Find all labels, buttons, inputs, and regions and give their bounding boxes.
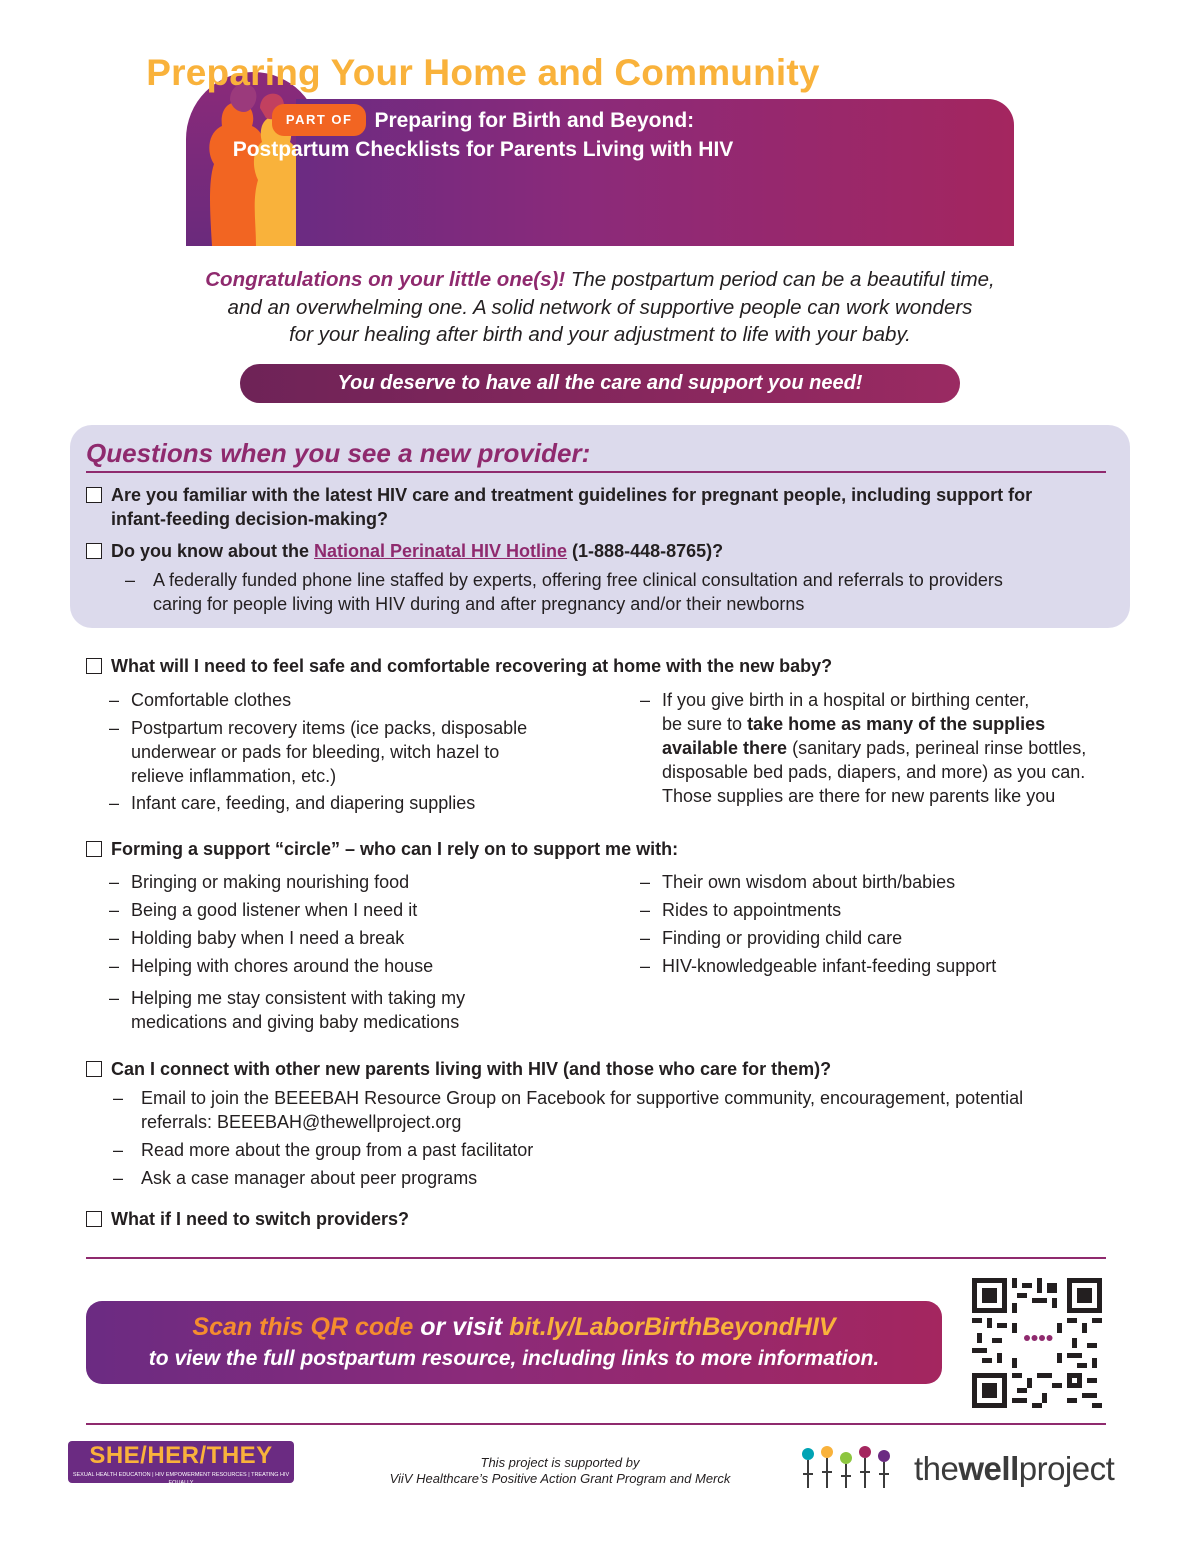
intro-text-1: The postpartum period can be a beautiful time, bbox=[565, 268, 995, 291]
people-dots-icon bbox=[800, 1444, 894, 1492]
list-item: – Rides to appointments bbox=[640, 898, 1120, 922]
wp-the: the bbox=[914, 1450, 959, 1487]
funding-line1: This project is supported by bbox=[480, 1455, 640, 1470]
cta-banner bbox=[86, 1301, 942, 1384]
subtitle-line2: Postpartum Checklists for Parents Living with HIV bbox=[232, 138, 734, 161]
list-item: – Their own wisdom about birth/babies bbox=[640, 870, 1120, 894]
hotline-detail-line2: caring for people living with HIV during and after pregnancy and/or their newborns bbox=[153, 594, 805, 614]
hotline-link[interactable]: National Perinatal HIV Hotline bbox=[314, 541, 568, 561]
list-item bbox=[109, 716, 589, 788]
list-item-email bbox=[101, 1086, 1111, 1134]
list-item bbox=[109, 986, 569, 1034]
care-support-banner: You deserve to have all the care and support you need! bbox=[240, 364, 960, 403]
question-home: What will I need to feel safe and comfortable recovering at home with the new baby? bbox=[111, 656, 833, 676]
list-item-line: relieve inflammation, etc.) bbox=[131, 766, 337, 786]
question-hotline bbox=[111, 539, 1111, 563]
list-item-line: Postpartum recovery items (ice packs, disposable bbox=[131, 718, 528, 738]
section-divider bbox=[86, 1257, 1106, 1259]
checkbox-icon[interactable] bbox=[86, 487, 102, 503]
section-divider bbox=[86, 1423, 1106, 1425]
intro-paragraph bbox=[150, 266, 1050, 349]
list-item: – Comfortable clothes bbox=[109, 688, 569, 712]
list-item-line: (sanitary pads, perineal rinse bottles, bbox=[787, 738, 1087, 758]
list-item-line: referrals: BEEEBAH@thewellproject.org bbox=[141, 1112, 462, 1132]
she-logo-text: SHE/HER/THEY bbox=[89, 1442, 273, 1469]
list-item: – Holding baby when I need a break bbox=[109, 926, 569, 950]
hotline-detail bbox=[113, 568, 1113, 616]
checkbox-icon[interactable] bbox=[86, 658, 102, 674]
she-logo-tagline: SEXUAL HEALTH EDUCATION | HIV EMPOWERMENT RESOURCES | TREATING HIV EQUALLY bbox=[72, 1472, 290, 1486]
hotline-detail-line1: A federally funded phone line staffed by experts, offering free clinical consultation and referrals to providers bbox=[153, 570, 1003, 590]
well-project-logo bbox=[914, 1450, 1114, 1488]
page-title: Preparing Your Home and Community bbox=[146, 52, 820, 93]
cta-line2: to view the full postpartum resource, including links to more information. bbox=[148, 1347, 880, 1370]
list-item-line: Email to join the BEEEBAH Resource Group on Facebook for supportive community, encouragement, potential bbox=[141, 1088, 1024, 1108]
provider-section-title: Questions when you see a new provider: bbox=[86, 438, 591, 468]
wp-well: well bbox=[958, 1450, 1019, 1487]
list-item: – Bringing or making nourishing food bbox=[109, 870, 569, 894]
list-item: – Ask a case manager about peer programs bbox=[101, 1166, 1001, 1190]
question-support-circle: Forming a support “circle” – who can I rely on to support me with: bbox=[111, 839, 679, 859]
part-of-badge: PART OF bbox=[272, 104, 367, 136]
funding-statement bbox=[340, 1455, 780, 1487]
intro-lead: Congratulations on your little one(s)! bbox=[205, 268, 566, 291]
cta-line1 bbox=[86, 1313, 942, 1342]
list-item-line: Those supplies are there for new parents like you bbox=[662, 786, 1056, 806]
list-item-hospital-supplies bbox=[640, 688, 1140, 808]
list-item: – Infant care, feeding, and diapering supplies bbox=[109, 791, 569, 815]
cta-scan-text: Scan this QR code bbox=[192, 1313, 414, 1341]
question-hotline-suffix: (1-888-448-8765)? bbox=[567, 541, 724, 561]
list-item-line: Helping me stay consistent with taking my bbox=[131, 988, 466, 1008]
cta-url-link[interactable]: bit.ly/LaborBirthBeyondHIV bbox=[509, 1313, 836, 1341]
page-subtitle bbox=[138, 104, 828, 164]
section-divider bbox=[86, 471, 1106, 473]
list-item-line: disposable bed pads, diapers, and more) as you can. bbox=[662, 762, 1086, 782]
checkbox-icon[interactable] bbox=[86, 1061, 102, 1077]
funding-line2: ViiV Healthcare’s Positive Action Grant Program and Merck bbox=[389, 1471, 731, 1486]
subtitle-line1: Preparing for Birth and Beyond: bbox=[374, 109, 695, 132]
intro-text-3: for your healing after birth and your adjustment to life with your baby. bbox=[289, 323, 911, 346]
list-item: – Being a good listener when I need it bbox=[109, 898, 569, 922]
checkbox-icon[interactable] bbox=[86, 841, 102, 857]
cta-or-visit: or visit bbox=[413, 1313, 510, 1341]
question-connect-parents: Can I connect with other new parents living with HIV (and those who care for them)? bbox=[111, 1059, 832, 1079]
list-item: – Read more about the group from a past facilitator bbox=[101, 1138, 1001, 1162]
list-item: – HIV-knowledgeable infant-feeding support bbox=[640, 954, 1120, 978]
question-switch-providers: What if I need to switch providers? bbox=[111, 1209, 410, 1229]
list-item-line: medications and giving baby medications bbox=[131, 1012, 460, 1032]
wp-project: project bbox=[1018, 1450, 1115, 1487]
question-guidelines-line1: Are you familiar with the latest HIV care and treatment guidelines for pregnant people, including support for bbox=[111, 485, 1033, 505]
checkbox-icon[interactable] bbox=[86, 1211, 102, 1227]
checkbox-icon[interactable] bbox=[86, 543, 102, 559]
question-guidelines bbox=[111, 483, 1111, 531]
question-hotline-prefix: Do you know about the bbox=[111, 541, 314, 561]
qr-code-icon[interactable] bbox=[972, 1278, 1102, 1408]
list-item: – Helping with chores around the house bbox=[109, 954, 569, 978]
intro-text-2: and an overwhelming one. A solid network of supportive people can work wonders bbox=[227, 295, 973, 319]
list-item-emphasis: take home as many of the supplies bbox=[747, 714, 1046, 734]
list-item-line: If you give birth in a hospital or birthing center, bbox=[662, 690, 1030, 710]
list-item-line: be sure to bbox=[662, 714, 748, 734]
list-item-emphasis: available there bbox=[662, 738, 788, 758]
list-item: – Finding or providing child care bbox=[640, 926, 1120, 950]
list-item-line: underwear or pads for bleeding, witch hazel to bbox=[131, 742, 500, 762]
question-guidelines-line2: infant-feeding decision-making? bbox=[111, 509, 389, 529]
she-her-they-logo bbox=[68, 1441, 294, 1486]
